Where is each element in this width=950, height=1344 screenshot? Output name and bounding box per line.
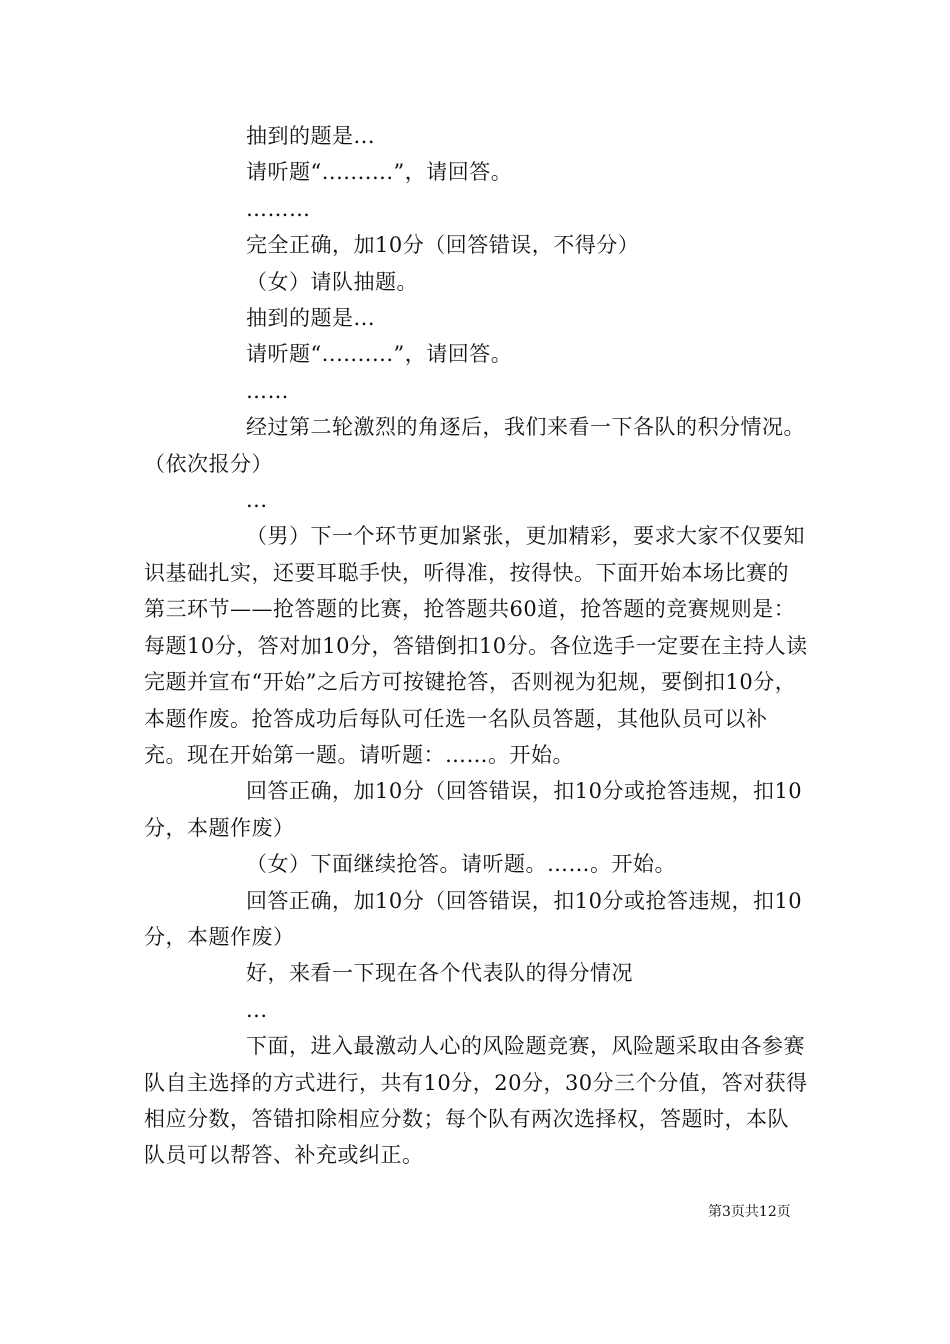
paragraph: 完全正确，加10分（回答错误，不得分） bbox=[246, 233, 640, 258]
document-body bbox=[144, 118, 808, 1174]
paragraph: 回答正确，加10分（回答错误，扣10分或抢答违规，扣10分，本题作废） bbox=[144, 779, 803, 840]
paragraph: 经过第二轮激烈的角逐后，我们来看一下各队的积分情况。（依次报分） bbox=[144, 415, 805, 476]
page-number-footer: 第3页共12页 bbox=[708, 1204, 791, 1220]
paragraph: 请听题“..........”，请回答。 bbox=[246, 160, 513, 185]
paragraph: （女）下面继续抢答。请听题。……。开始。 bbox=[246, 852, 676, 877]
paragraph: （男）下一个环节更加紧张，更加精彩，要求大家不仅要知识基础扎实，还要耳聪手快，听得准，按得快。下面开始本场比赛的第三环节——抢答题的比赛，抢答题共60道，抢答题的竞赛规则是：每题10分，答对加10分，答错倒扣10分。各位选手一定要在主持人读完题并宣布“开始”之后方可按键抢答，否则视为犯规，要倒扣10分，本题作废。抢答成功后每队可任选一名队员答题，其他队员可以补充。现在开始第一题。请听题：……。开始。 bbox=[144, 524, 808, 767]
paragraph: 请听题“..........”，请回答。 bbox=[246, 342, 513, 367]
paragraph: 回答正确，加10分（回答错误，扣10分或抢答违规，扣10分，本题作废） bbox=[144, 888, 803, 949]
paragraph: …… bbox=[246, 378, 289, 403]
paragraph: 抽到的题是... bbox=[246, 306, 376, 331]
paragraph: ... bbox=[246, 488, 268, 513]
paragraph: 好，来看一下现在各个代表队的得分情况 bbox=[246, 961, 633, 986]
paragraph: ……… bbox=[246, 196, 311, 221]
paragraph: （女）请队抽题。 bbox=[246, 269, 418, 294]
paragraph: 下面，进入最激动人心的风险题竞赛，风险题采取由各参赛队自主选择的方式进行，共有10分，20分，30分三个分值，答对获得相应分数，答错扣除相应分数；每个队有两次选择权，答题时，本队队员可以帮答、补充或纠正。 bbox=[144, 1034, 808, 1168]
paragraph: 抽到的题是... bbox=[246, 124, 376, 148]
paragraph: ... bbox=[246, 997, 268, 1022]
